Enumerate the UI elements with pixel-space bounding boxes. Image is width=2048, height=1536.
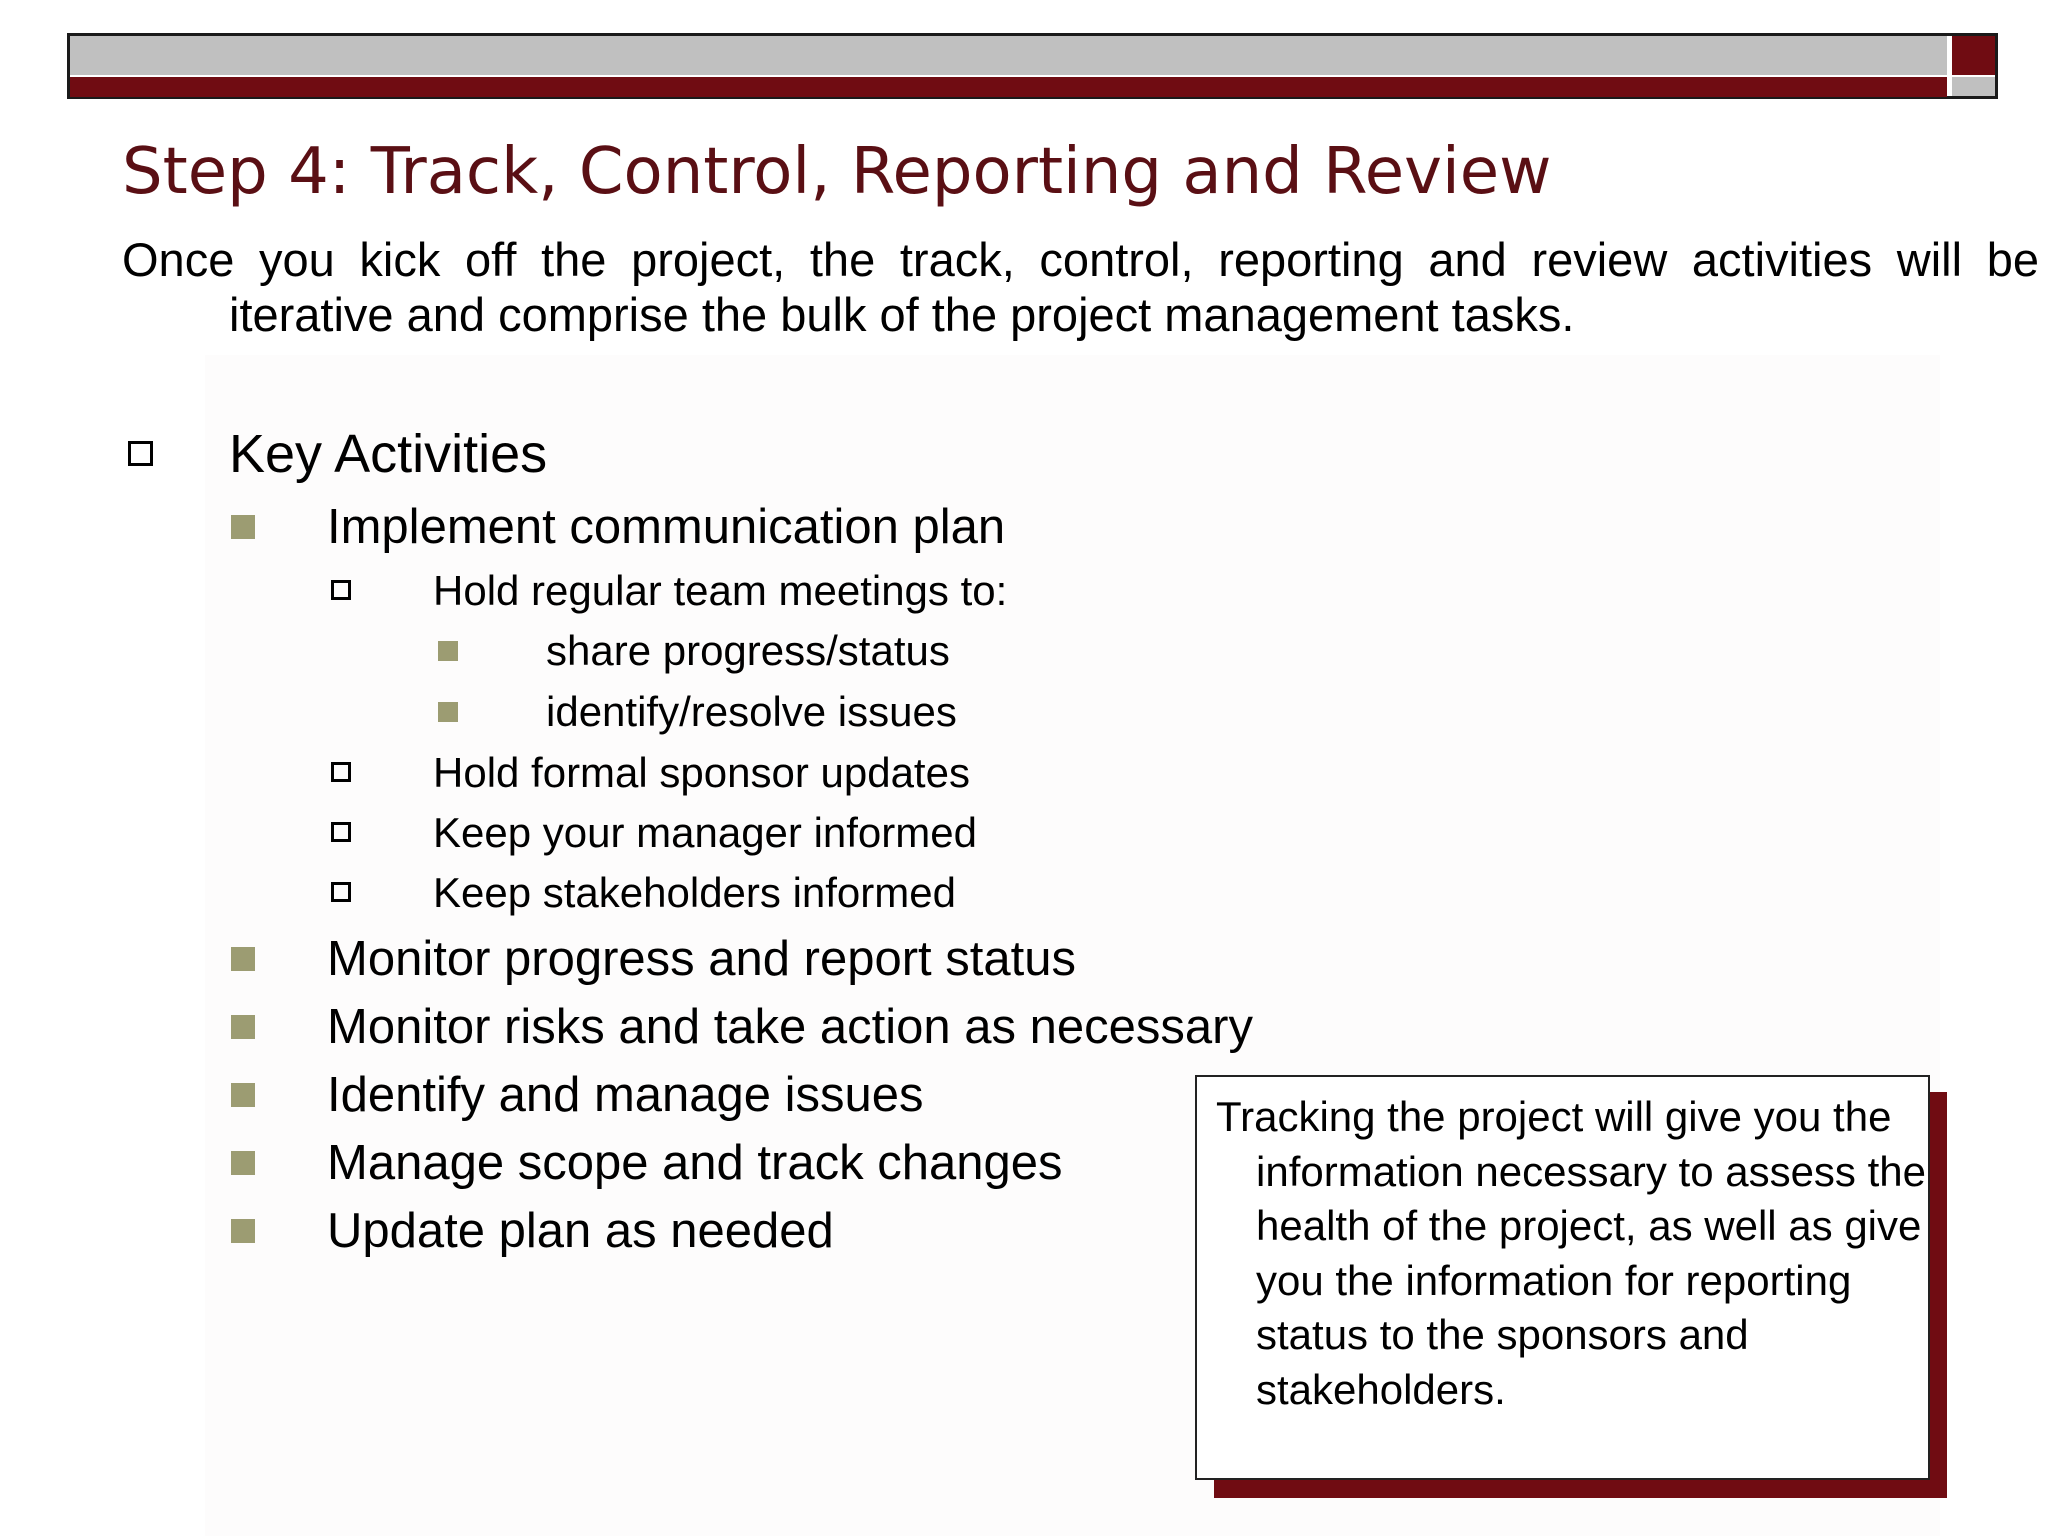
header-corner-red-square bbox=[1952, 36, 1995, 75]
bullet-resolve-issues: identify/resolve issues bbox=[546, 688, 957, 735]
bullet-sponsor-updates: Hold formal sponsor updates bbox=[433, 749, 970, 796]
bullet-manager-informed: Keep your manager informed bbox=[433, 809, 977, 856]
bullet-key-activities: Key Activities bbox=[229, 424, 548, 484]
header-band-red bbox=[70, 77, 1947, 97]
bullet-team-meetings: Hold regular team meetings to: bbox=[433, 567, 1008, 614]
olive-square-bullet-icon bbox=[231, 1219, 255, 1243]
bullet-communication-plan: Implement communication plan bbox=[327, 500, 1006, 554]
olive-square-bullet-icon bbox=[231, 947, 255, 971]
olive-square-bullet-icon bbox=[231, 1083, 255, 1107]
olive-square-bullet-icon bbox=[231, 1015, 255, 1039]
slide-title: Step 4: Track, Control, Reporting and Review bbox=[122, 135, 1552, 209]
bullet-update-plan: Update plan as needed bbox=[327, 1204, 834, 1258]
bullet-share-progress: share progress/status bbox=[546, 627, 950, 674]
hollow-square-bullet-icon bbox=[331, 580, 351, 600]
hollow-square-bullet-icon bbox=[331, 882, 351, 902]
olive-square-bullet-icon bbox=[438, 702, 458, 722]
hollow-square-bullet-icon bbox=[128, 441, 153, 466]
header-corner-gray-square bbox=[1952, 77, 1995, 96]
bullet-monitor-progress: Monitor progress and report status bbox=[327, 932, 1076, 986]
bullet-scope-changes: Manage scope and track changes bbox=[327, 1136, 1063, 1190]
olive-square-bullet-icon bbox=[231, 1151, 255, 1175]
olive-square-bullet-icon bbox=[231, 515, 255, 539]
olive-square-bullet-icon bbox=[438, 641, 458, 661]
hollow-square-bullet-icon bbox=[331, 762, 351, 782]
bullet-monitor-risks: Monitor risks and take action as necessary bbox=[327, 1000, 1253, 1054]
header-band-gray bbox=[70, 36, 1947, 75]
bullet-manage-issues: Identify and manage issues bbox=[327, 1068, 924, 1122]
intro-paragraph: Once you kick off the project, the track, control, reporting and review activities will be iterative and comprise the bulk of the project management tasks. bbox=[122, 233, 2039, 341]
bullet-stakeholders-informed: Keep stakeholders informed bbox=[433, 869, 956, 916]
hollow-square-bullet-icon bbox=[331, 822, 351, 842]
callout-text: Tracking the project will give you the information necessary to assess the health of the project, as well as give you the information for reporting status to the sponsors and stakeholders. bbox=[1216, 1093, 1926, 1413]
